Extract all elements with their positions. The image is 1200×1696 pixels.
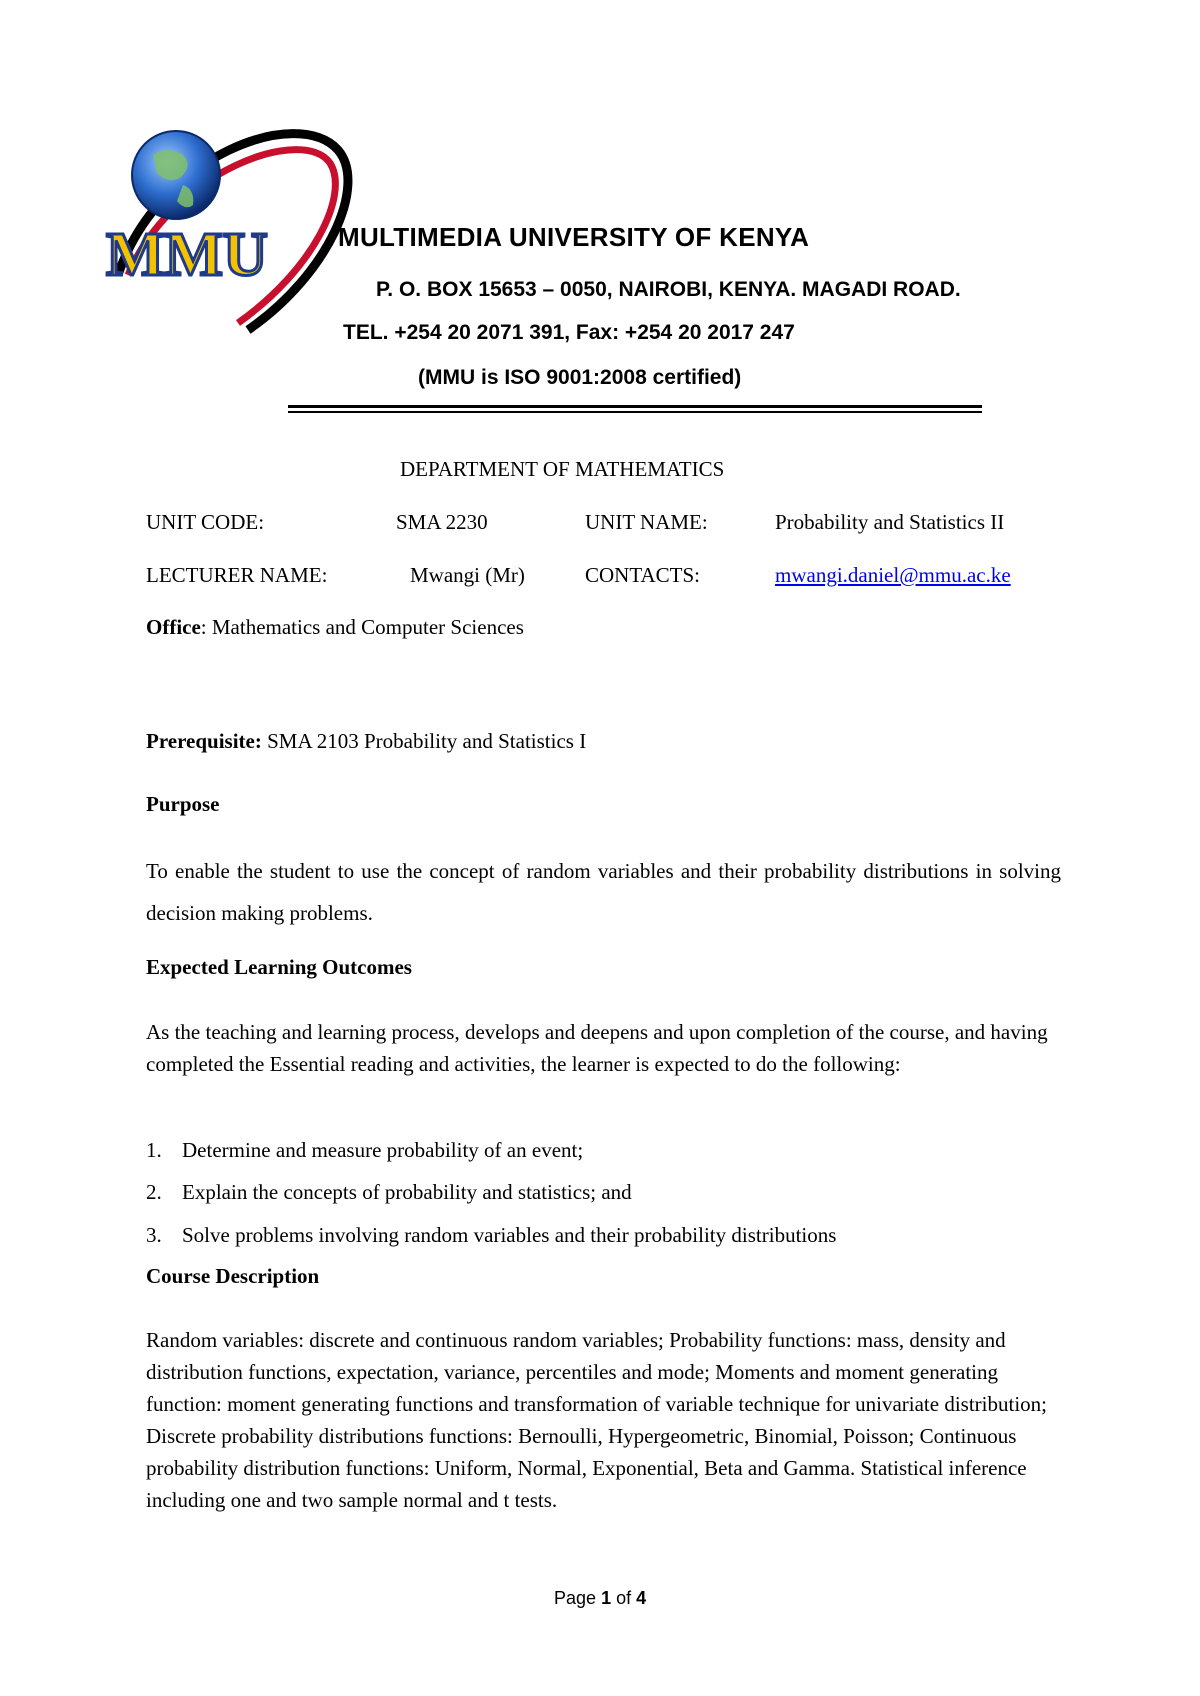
purpose-heading: Purpose [146, 792, 220, 816]
contacts-label: CONTACTS: [585, 563, 701, 587]
university-name: MULTIMEDIA UNIVERSITY OF KENYA [338, 222, 810, 252]
outcomes-intro: As the teaching and learning process, develops and deepens and upon completion of the course, and having completed the Essential reading and activities, the learner is expected to do the following: [146, 1020, 1048, 1076]
prerequisite-label: Prerequisite: [146, 729, 262, 753]
logo-lettering: MMU [106, 221, 268, 289]
prerequisite-line [146, 729, 586, 754]
office-value: : Mathematics and Computer Sciences [200, 615, 524, 639]
unit-name-label: UNIT NAME: [585, 510, 708, 534]
outcome-item: 1. Determine and measure probability of an event; [146, 1138, 584, 1162]
lecturer-name-value: Mwangi (Mr) [410, 563, 525, 587]
iso-certification: (MMU is ISO 9001:2008 certified) [418, 366, 742, 389]
course-description-text: Random variables: discrete and continuous random variables; Probability functions: mass, density and distribution functions, expectation, variance, percentiles and mode; Moments and moment generating function: moment generating functions and transformation of variable technique for univariate distribution; Discrete probability distributions functions: Bernoulli, Hypergeometric, Binomial, Poisson; Continuous probability distribution functions: Uniform, Normal, Exponential, Beta and Gamma. Statistical inference including one and two sample normal and t tests. [146, 1328, 1047, 1512]
outcome-item: 3. Solve problems involving random variables and their probability distributions [146, 1223, 837, 1247]
outcomes-heading: Expected Learning Outcomes [146, 955, 412, 979]
office-line [146, 615, 524, 640]
unit-code-label: UNIT CODE: [146, 510, 265, 534]
page-number: Page 1 of 4 [554, 1588, 647, 1608]
prerequisite-value: SMA 2103 Probability and Statistics I [261, 729, 587, 753]
department-title: DEPARTMENT OF MATHEMATICS [400, 457, 725, 481]
university-address: P. O. BOX 15653 – 0050, NAIROBI, KENYA. MAGADI ROAD. [376, 278, 961, 301]
course-description-heading: Course Description [146, 1264, 320, 1288]
letterhead-rule-thick [288, 405, 982, 408]
purpose-text: To enable the student to use the concept of random variables and their probability distributions in solving decision making problems. [146, 859, 1061, 925]
outcome-item: 2. Explain the concepts of probability and statistics; and [146, 1180, 632, 1204]
office-label: Office [146, 615, 201, 639]
unit-name-value: Probability and Statistics II [775, 510, 1005, 534]
university-contacts: TEL. +254 20 2071 391, Fax: +254 20 2017 247 [343, 321, 795, 344]
lecturer-name-label: LECTURER NAME: [146, 563, 328, 587]
lecturer-email-link[interactable]: mwangi.daniel@mmu.ac.ke [775, 563, 1011, 587]
letterhead-rule-thin [288, 411, 982, 413]
unit-code-value: SMA 2230 [396, 510, 488, 534]
